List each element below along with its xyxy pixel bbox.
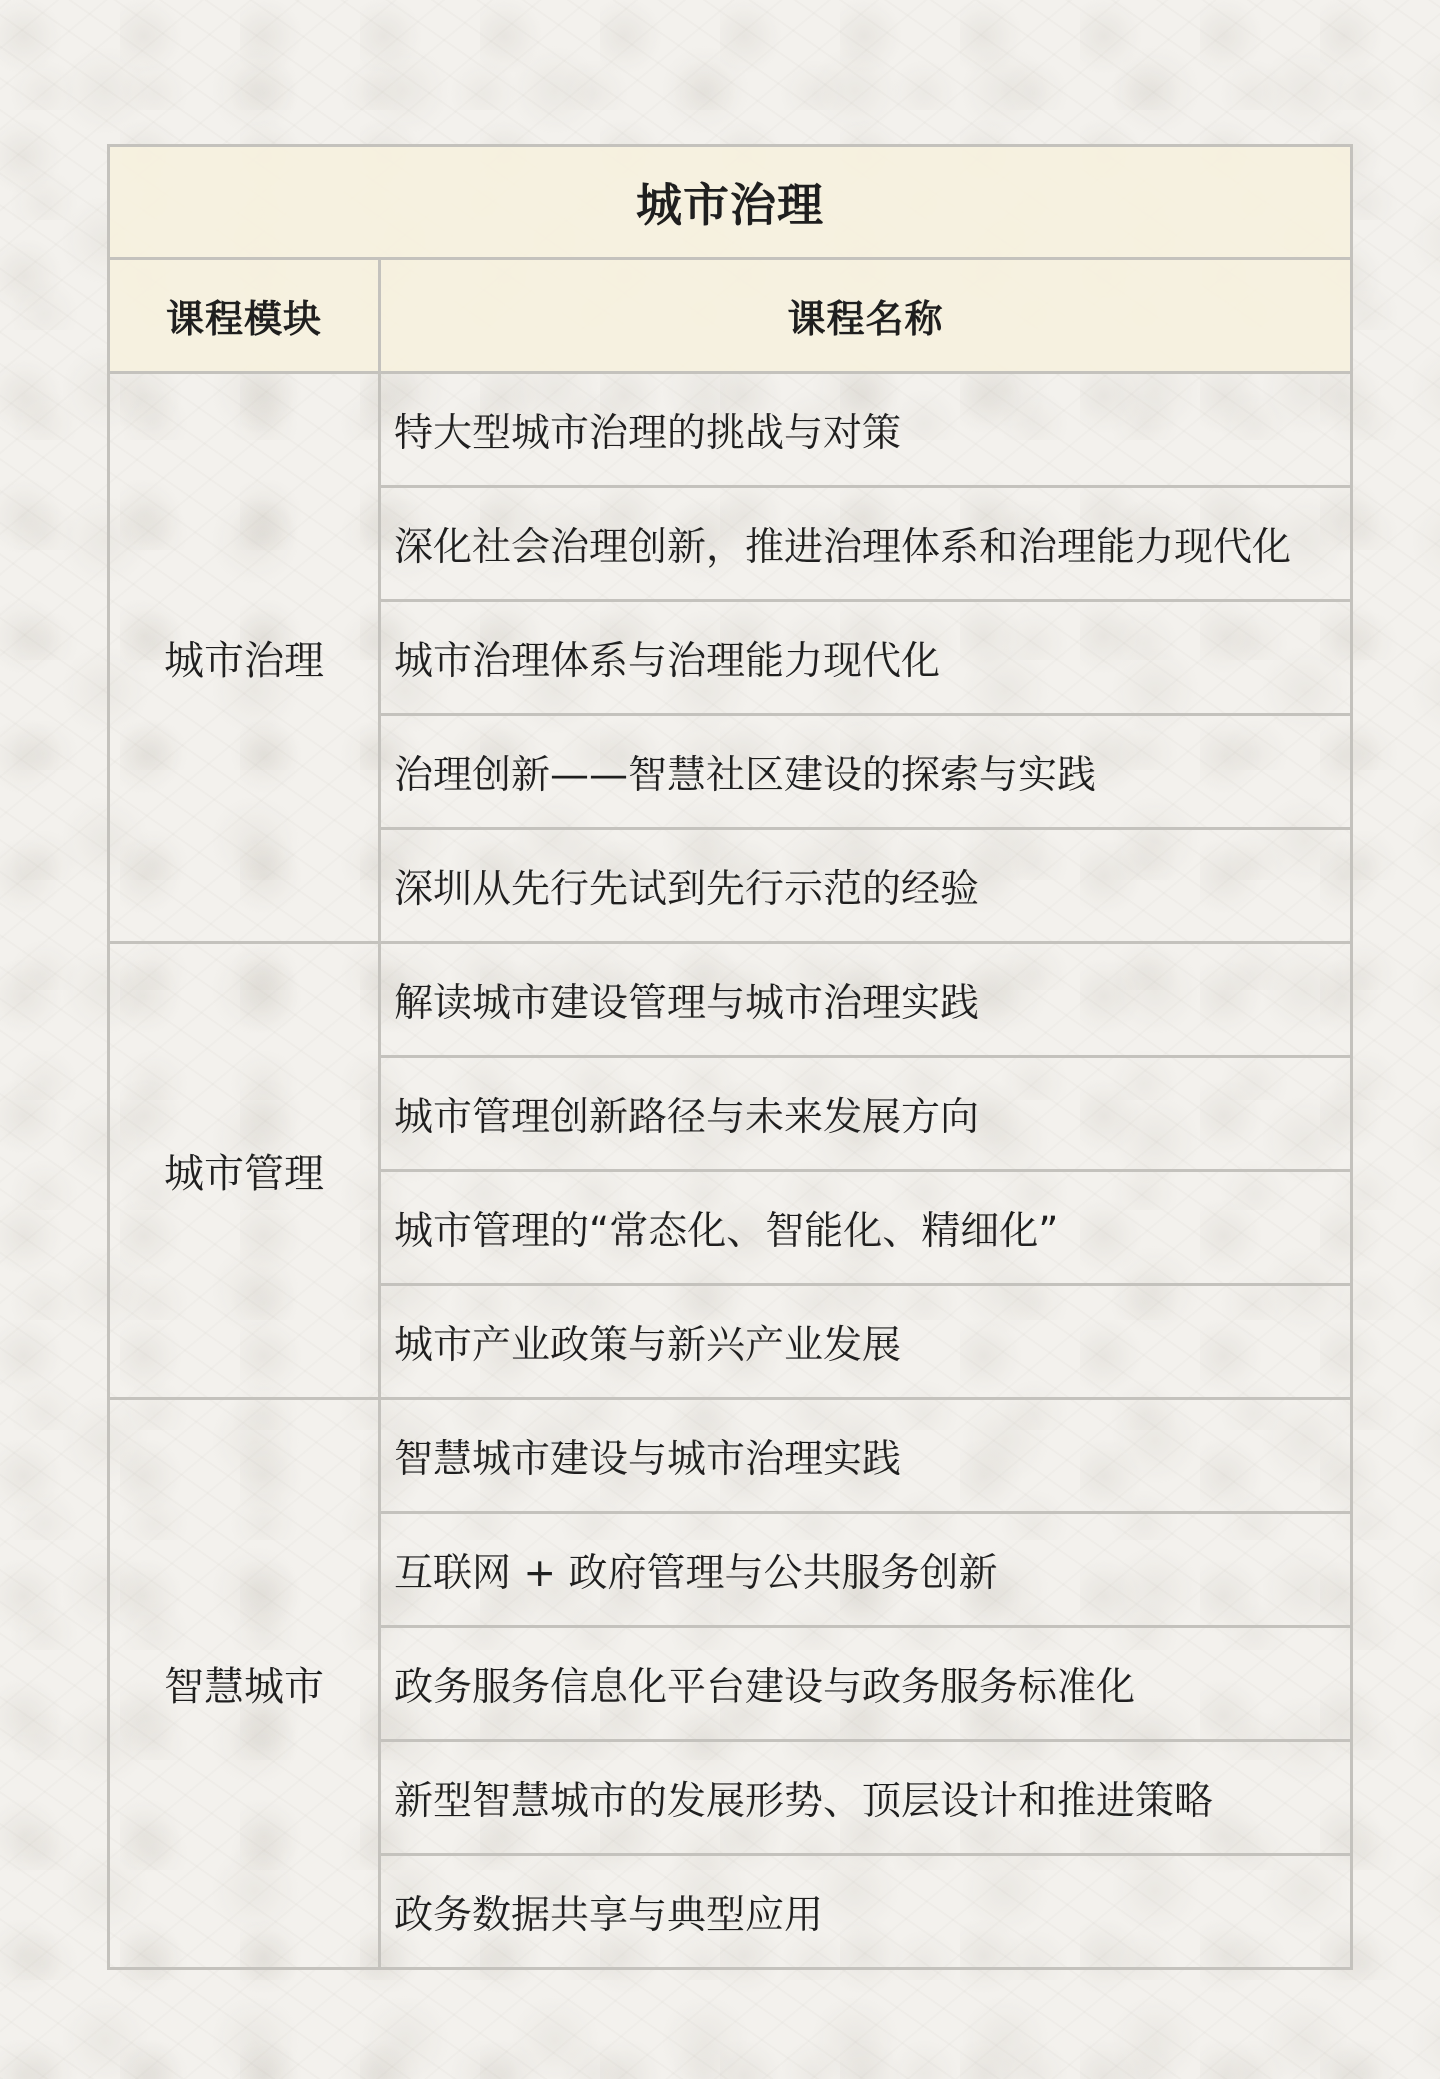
table-title-row bbox=[109, 146, 1352, 259]
course-name: 城市管理的“常态化、智能化、精细化” bbox=[380, 1171, 1352, 1285]
course-name: 深圳从先行先试到先行示范的经验 bbox=[380, 829, 1352, 943]
table-row bbox=[109, 1399, 1352, 1513]
course-table bbox=[107, 144, 1353, 1970]
module-name: 城市治理 bbox=[109, 373, 380, 943]
course-name: 互联网 + 政府管理与公共服务创新 bbox=[380, 1513, 1352, 1627]
course-name: 城市产业政策与新兴产业发展 bbox=[380, 1285, 1352, 1399]
course-name: 城市治理体系与治理能力现代化 bbox=[380, 601, 1352, 715]
table-title: 城市治理 bbox=[109, 146, 1352, 259]
header-module: 课程模块 bbox=[109, 259, 380, 373]
table-header-row bbox=[109, 259, 1352, 373]
course-name: 政务数据共享与典型应用 bbox=[380, 1855, 1352, 1969]
course-name: 智慧城市建设与城市治理实践 bbox=[380, 1399, 1352, 1513]
table-row bbox=[109, 373, 1352, 487]
course-name: 城市管理创新路径与未来发展方向 bbox=[380, 1057, 1352, 1171]
course-name: 治理创新——智慧社区建设的探索与实践 bbox=[380, 715, 1352, 829]
module-name: 智慧城市 bbox=[109, 1399, 380, 1969]
table-row bbox=[109, 943, 1352, 1057]
course-name: 特大型城市治理的挑战与对策 bbox=[380, 373, 1352, 487]
course-name: 政务服务信息化平台建设与政务服务标准化 bbox=[380, 1627, 1352, 1741]
course-name: 解读城市建设管理与城市治理实践 bbox=[380, 943, 1352, 1057]
course-name: 深化社会治理创新，推进治理体系和治理能力现代化 bbox=[380, 487, 1352, 601]
header-course: 课程名称 bbox=[380, 259, 1352, 373]
module-name: 城市管理 bbox=[109, 943, 380, 1399]
course-name: 新型智慧城市的发展形势、顶层设计和推进策略 bbox=[380, 1741, 1352, 1855]
